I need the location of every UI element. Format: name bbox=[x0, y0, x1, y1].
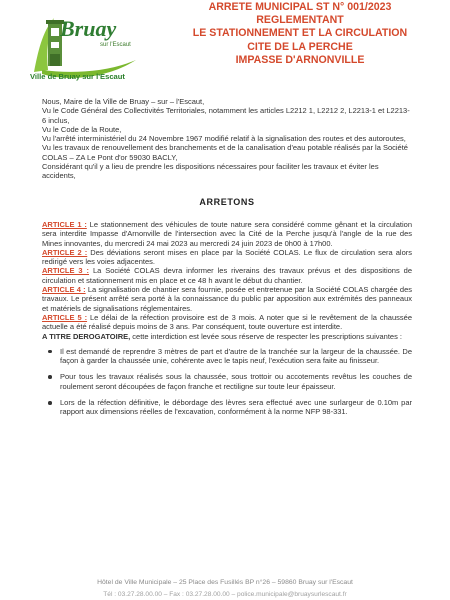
list-item bbox=[42, 398, 412, 417]
article-text: Le stationnement des véhicules de toute nature sera considéré comme gênant et la circulation sera interdite Impasse d'Arnonville de l'intersection avec la Cité de la Perche jusqu'à l'angle de la rue des Mines innovantes, du mercredi 24 mai 2023 au mercredi 24 juin 2023 de 0h00 à 17h00. bbox=[42, 219, 412, 248]
title-line-2: REGLEMENTANT bbox=[256, 14, 344, 27]
article-text: Le délai de la réfection provisoire est de 3 mois. A noter que si le revêtement de la chaussée actuelle a été réalisé depuis moins de 3 ans. Par conséquent, toute ouverture est interdite. bbox=[42, 312, 412, 332]
vu-list bbox=[42, 106, 412, 180]
footer-address: Hôtel de Ville Municipale – 25 Place des Fusillés BP n°26 – 59860 Bruay sur l'Escaut bbox=[97, 579, 353, 586]
article-1 bbox=[42, 220, 412, 248]
title-line-3: LE STATIONNEMENT ET LA CIRCULATION bbox=[192, 27, 408, 40]
decree-title bbox=[150, 1, 450, 67]
bullet-icon bbox=[48, 375, 52, 379]
title-line-5: IMPASSE D'ARNONVILLE bbox=[235, 53, 365, 66]
logo-caption: Ville de Bruay sur l'Escaut bbox=[30, 72, 125, 81]
derogatory-label: A TITRE DEROGATOIRE, bbox=[42, 331, 131, 341]
article-text: La Société COLAS devra informer les riverains des travaux prévus et des dispositions de circulation et stationnement mis en place et ce 48 h avant le début du chantier. bbox=[42, 266, 412, 285]
decree-body bbox=[42, 97, 412, 424]
list-item-text: Il est demandé de reprendre 3 mètres de part et d'autre de la tranchée sur la largeur de la chaussée. De façon à garder la chaussée unie, cohérente avec le tapis neuf, l'exécution sera faite au finisseur. bbox=[60, 346, 412, 366]
bullet-icon bbox=[48, 401, 52, 405]
article-label: ARTICLE 2 : bbox=[42, 247, 88, 257]
article-label: ARTICLE 1 : bbox=[42, 219, 87, 229]
list-item-text: Pour tous les travaux réalisés sous la chaussée, sous trottoir ou accotements revêtus les couches de roulement seront découpées de façon franche et rectiligne sur toute leur épaisseur. bbox=[60, 372, 412, 391]
vu-item: Vu les travaux de renouvellement des branchements et de la canalisation d'eau potable réalisés par la Société COLAS – ZA Le Pont d'or 59030 BACLY, bbox=[42, 143, 408, 162]
article-text: Des déviations seront mises en place par la Société COLAS. Le flux de circulation sera alors redirigé vers les voies adjacentes. bbox=[42, 247, 412, 267]
prescription-list bbox=[42, 347, 412, 417]
vu-item: Vu l'arrêté interministériel du 24 Novembre 1967 modifié relatif à la signalisation des routes et des autoroutes, bbox=[42, 134, 406, 144]
list-item-text: Lors de la réfection définitive, le débordage des lèvres sera effectué avec une surlargeur de 0.10m par rapport aux dimensions réelles de l'excavation, conformément à la norme NFP 98-331. bbox=[60, 398, 412, 417]
article-2 bbox=[42, 248, 412, 267]
article-text: La signalisation de chantier sera fournie, posée et entretenue par la Société COLAS chargée des travaux. Le présent arrêté sera porté à la connaissance du public par apposition aux extrémités des panneaux et matériels de signalisations réglementaires. bbox=[42, 285, 412, 313]
derogatory-clause bbox=[42, 332, 412, 341]
logo-subtext: sur l'Escaut bbox=[100, 42, 131, 48]
vu-item: Considérant qu'il y a lieu de prendre les dispositions nécessaires pour faciliter les travaux et éviter les accidents, bbox=[42, 162, 379, 181]
title-line-1: ARRETE MUNICIPAL ST N° 001/2023 bbox=[208, 1, 392, 13]
article-4 bbox=[42, 285, 412, 313]
article-label: ARTICLE 3 : bbox=[42, 266, 90, 276]
arretons-heading: ARRETONS bbox=[199, 196, 255, 207]
derogatory-text: cette interdiction est levée sous réserve de respecter les prescriptions suivantes : bbox=[130, 331, 403, 341]
intro-line: Nous, Maire de la Ville de Bruay – sur – l'Escaut, bbox=[42, 97, 205, 106]
vu-item: Vu le Code de la Route, bbox=[42, 124, 122, 134]
article-label: ARTICLE 4 : bbox=[42, 285, 86, 295]
footer-contact: Tél : 03.27.28.00.00 – Fax : 03.27.28.00.00 – police.municipale@bruaysurlescaut.fr bbox=[103, 591, 347, 598]
article-5 bbox=[42, 313, 412, 332]
article-3 bbox=[42, 266, 412, 285]
title-line-4: CITE DE LA PERCHE bbox=[247, 40, 353, 53]
bullet-icon bbox=[48, 350, 52, 354]
list-item bbox=[42, 372, 412, 391]
article-label: ARTICLE 5 : bbox=[42, 312, 88, 322]
vu-item: Vu le Code Général des Collectivités Territoriales, notamment les articles L2212 1, L2212 2, L2213-1 et L2213-6 inclus, bbox=[42, 106, 410, 125]
logo-wordmark: Bruay bbox=[60, 16, 117, 41]
list-item bbox=[42, 347, 412, 366]
